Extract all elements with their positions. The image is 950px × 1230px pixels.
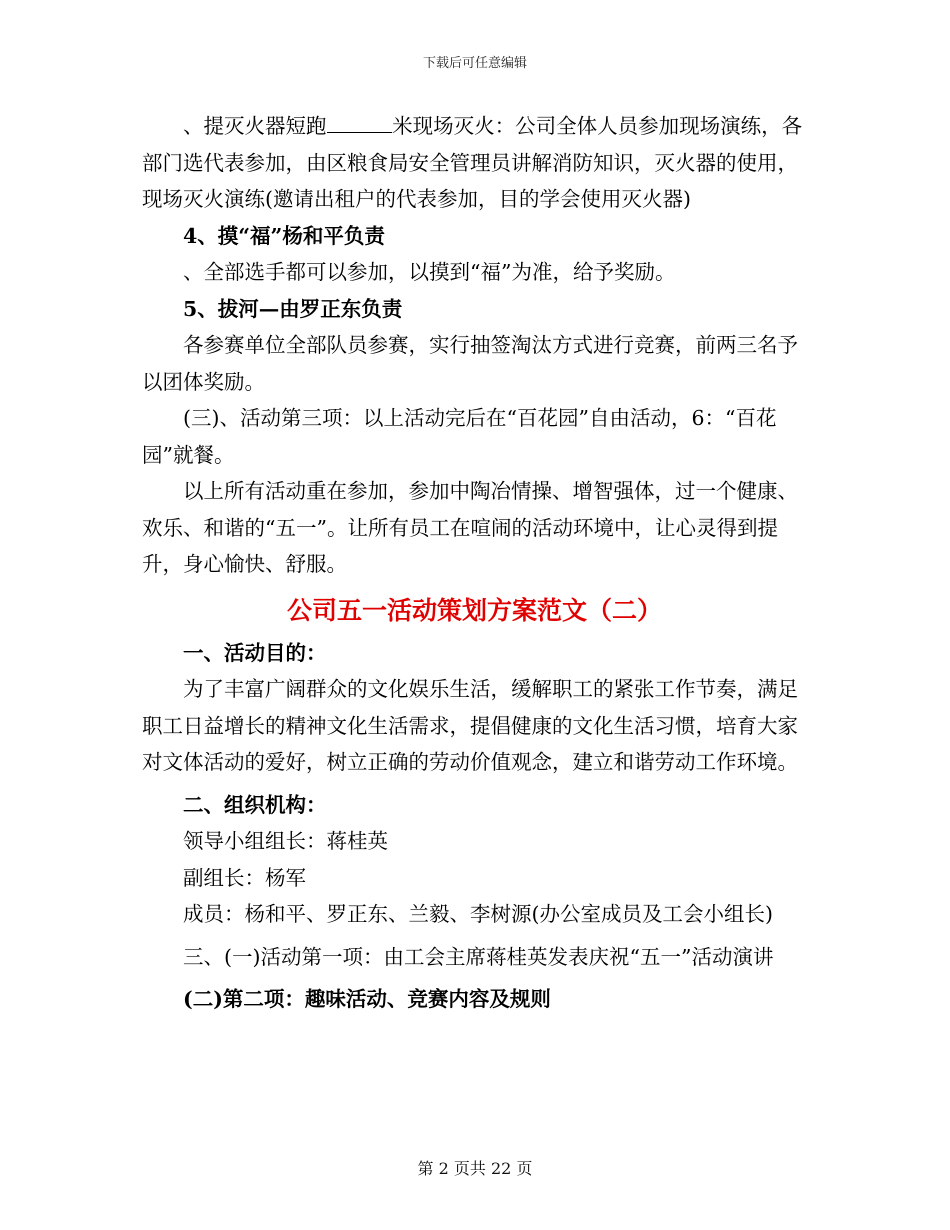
paragraph-text: 、提灭火器短跑 (183, 114, 327, 138)
paragraph-fire-extinguisher (142, 108, 807, 218)
paragraph-group-leader: 领导小组组长：蒋桂英 (183, 829, 388, 853)
paragraph-summary: 以上所有活动重在参加，参加中陶冶情操、增智强体，过一个健康、欢乐、和谐的“五一”。让所有员工在喧闹的活动环境中，让心灵得到提升，身心愉快、舒服。 (142, 479, 798, 576)
heading-activity-purpose: 一、活动目的： (183, 640, 327, 665)
paragraph-members: 成员：杨和平、罗正东、兰毅、李树源(办公室成员及工会小组长) (183, 902, 773, 926)
page-footer: 第 2 页共 22 页 (417, 1159, 533, 1178)
paragraph-activity-one: 三、(一)活动第一项：由工会主席蒋桂英发表庆祝“五一”活动演讲 (183, 944, 774, 969)
paragraph-text: 米现场灭火：公司全体人员参加现场演练，各部门选代表参加，由区粮食局安全管理员讲解消防知识，灭火器的使用，现场灭火演练(邀请出租户的代表参加，目的学会使用灭火器) (142, 114, 803, 211)
heading-activity-two: (二)第二项：趣味活动、竞赛内容及规则 (183, 987, 551, 1011)
paragraph-touch-fu: 、全部选手都可以参加，以摸到“福”为准，给予奖励。 (183, 260, 676, 284)
paragraph-tug-of-war: 各参赛单位全部队员参赛，实行抽签淘汰方式进行竞赛，前两三名予以团体奖励。 (142, 333, 798, 394)
document-body (142, 108, 807, 1018)
fill-blank (327, 112, 393, 134)
paragraph-deputy-leader: 副组长：杨军 (183, 865, 306, 890)
heading-organization: 二、组织机构： (183, 792, 327, 817)
paragraph-activity-three: (三)、活动第三项：以上活动完后在“百花园”自由活动，6：“百花园”就餐。 (142, 406, 777, 467)
section-title: 公司五一活动策划方案范文（二） (286, 595, 662, 625)
paragraph-purpose: 为了丰富广阔群众的文化娱乐生活，缓解职工的紧张工作节奏，满足职工日益增长的精神文化生活需求，提倡健康的文化生活习惯，培育大家对文体活动的爱好，树立正确的劳动价值观念，建立和谐劳动工作环境。 (142, 677, 798, 774)
item-heading-touch-fu: 4、摸“福”杨和平负责 (183, 223, 385, 248)
page-header: 下载后可任意编辑 (422, 56, 527, 71)
item-heading-tug-of-war: 5、拔河—由罗正东负责 (183, 296, 403, 321)
